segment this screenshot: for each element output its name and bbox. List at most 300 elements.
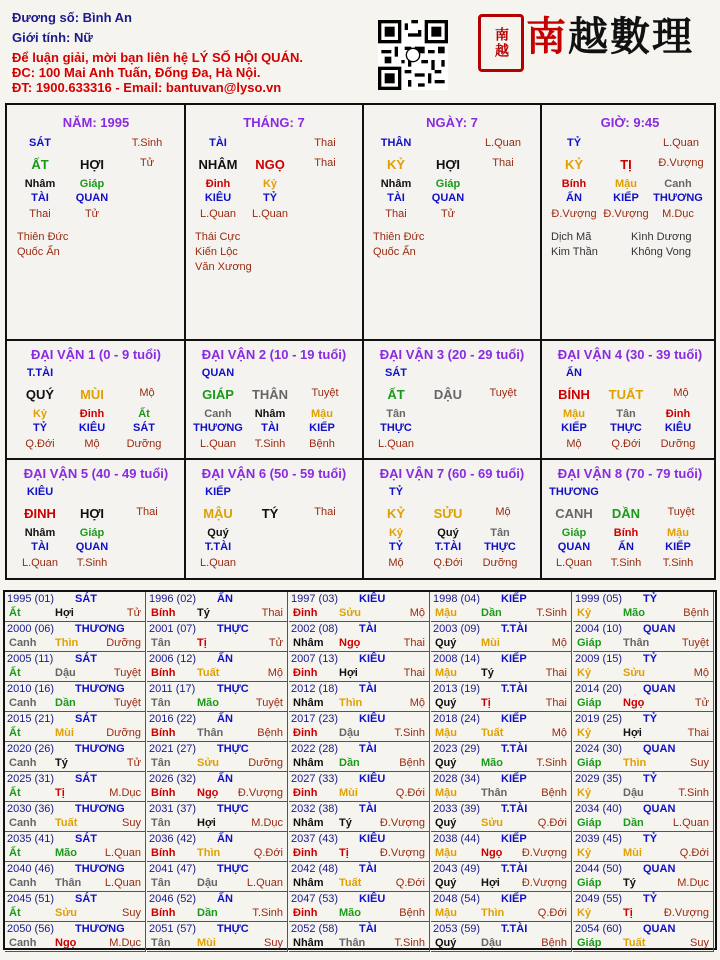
brand-seal: 南越 (478, 14, 524, 72)
year-stem: Quý (435, 697, 457, 709)
address-line: ĐC: 100 Mai Anh Tuấn, Đống Đa, Hà Nội. (12, 65, 261, 80)
year-stem: Canh (9, 697, 37, 709)
year-branch: Mùi (623, 847, 642, 859)
year-stem: Ất (9, 847, 21, 859)
year-stem: Nhâm (293, 877, 324, 889)
year-cell (147, 802, 288, 832)
year-branch: Dậu (623, 787, 644, 799)
hidden-stem: Kỷ (262, 178, 278, 190)
year-branch: Mùi (197, 937, 216, 949)
star-left: Quốc Ấn (17, 246, 60, 258)
year-cell (147, 742, 288, 772)
hidden-stage: L.Quan (199, 208, 237, 220)
year-cell (5, 652, 146, 682)
earthly-branch: SỬU (433, 506, 463, 521)
hidden-god: THỰC (484, 541, 516, 553)
year-stem: Canh (9, 937, 37, 949)
hidden-stem: Canh (204, 408, 232, 420)
year-branch: Thìn (197, 847, 221, 859)
year-label: 1998 (04) (433, 593, 481, 605)
year-branch: Hợi (55, 607, 74, 619)
year-cell (147, 652, 288, 682)
year-cell (5, 682, 146, 712)
earthly-branch: DẦN (611, 506, 641, 521)
year-stage: T.Sinh (394, 727, 425, 739)
heavenly-stem: ẤT (31, 157, 49, 172)
year-god: TÀI (359, 743, 377, 755)
hidden-god: KIẾP (665, 541, 691, 553)
heavenly-stem: NHÂM (198, 157, 238, 172)
branch-stage: Tuyệt (489, 387, 517, 399)
year-god: T.TÀI (501, 623, 528, 635)
year-cell (431, 772, 572, 802)
year-branch: Tuất (197, 667, 220, 679)
hidden-god: TỶ (388, 541, 404, 553)
star-left: Quốc Ấn (373, 246, 416, 258)
year-stage: Bệnh (541, 787, 567, 799)
hidden-stem: Giáp (435, 178, 461, 190)
hidden-stage: Thai (385, 208, 407, 220)
year-stem: Tân (151, 877, 171, 889)
year-label: 2004 (10) (575, 623, 623, 635)
year-cell (573, 772, 714, 802)
year-stage: M.Dục (109, 937, 141, 949)
hidden-stem: Quý (207, 527, 229, 539)
year-cell (147, 892, 288, 922)
year-god: ẤN (217, 773, 233, 785)
year-label: 2021 (27) (149, 743, 197, 755)
year-branch: Mùi (55, 727, 74, 739)
year-label: 2017 (23) (291, 713, 339, 725)
ten-god: T.TÀI (26, 367, 54, 379)
year-branch: Tuất (55, 817, 78, 829)
star-left: Thái Cực (195, 231, 241, 243)
year-branch: Thân (623, 637, 650, 649)
year-cell (289, 802, 430, 832)
year-cell (289, 742, 430, 772)
year-branch: Dần (339, 757, 360, 769)
hidden-stem: Mậu (563, 408, 585, 420)
year-branch: Tý (55, 757, 68, 769)
year-label: 2033 (39) (433, 803, 481, 815)
year-stage: Tuyệt (681, 637, 709, 649)
year-label: 2046 (52) (149, 893, 197, 905)
heavenly-stem: ĐINH (24, 506, 56, 521)
hidden-stem: Mậu (667, 527, 689, 539)
year-cell (573, 922, 714, 952)
year-stage: Mộ (693, 667, 709, 679)
year-god: TÀI (359, 863, 377, 875)
year-stem: Đinh (293, 727, 318, 739)
pillar-cell (363, 105, 541, 337)
year-label: 2036 (42) (149, 833, 197, 845)
year-label: 2048 (54) (433, 893, 481, 905)
year-branch: Hợi (339, 667, 358, 679)
hidden-stage: Tử (440, 208, 456, 220)
year-stage: Tuyệt (255, 697, 283, 709)
year-stage: Bệnh (257, 727, 283, 739)
year-label: 2038 (44) (433, 833, 481, 845)
branch-stage: Mộ (673, 387, 689, 399)
year-god: THỰC (217, 743, 249, 755)
hidden-stem: Tân (490, 527, 510, 539)
hidden-stage: Q.Đới (611, 438, 641, 450)
year-branch: Mão (623, 607, 645, 619)
earthly-branch: NGỌ (255, 157, 285, 172)
year-label: 2028 (34) (433, 773, 481, 785)
year-label: 1997 (03) (291, 593, 339, 605)
year-cell (5, 712, 146, 742)
year-branch: Tuất (623, 937, 646, 949)
year-stem: Nhâm (293, 757, 324, 769)
year-god: KIẾP (501, 833, 527, 845)
year-stage: Dưỡng (248, 757, 283, 769)
year-stage: Bệnh (683, 607, 709, 619)
year-branch: Dậu (481, 937, 502, 949)
top-stage: T.Sinh (131, 137, 163, 149)
year-stem: Nhâm (293, 697, 324, 709)
dai-van-title: ĐẠI VẬN 5 (40 - 49 tuổi) (23, 466, 169, 481)
hidden-stem: Quý (437, 527, 459, 539)
brand-char: 越 (568, 13, 610, 60)
year-stem: Ất (9, 667, 21, 679)
dai-van-title: ĐẠI VẬN 1 (0 - 9 tuổi) (30, 347, 161, 362)
hidden-god: TÀI (387, 192, 405, 204)
year-stem: Nhâm (293, 937, 324, 949)
year-label: 2053 (59) (433, 923, 481, 935)
brand-char: 數 (610, 13, 652, 60)
earthly-branch: MÙI (80, 387, 104, 402)
hidden-stem: Đinh (665, 408, 691, 420)
hidden-god: KIẾP (309, 422, 335, 434)
hidden-stage: Dưỡng (126, 438, 162, 450)
year-god: THƯƠNG (75, 683, 125, 695)
year-stem: Mậu (435, 727, 457, 739)
star-left: Thiên Đức (17, 231, 69, 243)
ten-god: THÂN (380, 137, 412, 149)
year-stem: Bính (151, 847, 176, 859)
year-stem: Đinh (293, 667, 318, 679)
year-stem: Tân (151, 757, 171, 769)
year-branch: Hợi (197, 817, 216, 829)
year-branch: Sửu (197, 757, 220, 769)
dai-van-cell (7, 460, 185, 578)
year-cell (5, 742, 146, 772)
year-god: THƯƠNG (75, 863, 125, 875)
year-stem: Tân (151, 817, 171, 829)
year-stage: Thai (261, 607, 283, 619)
year-cell (289, 592, 430, 622)
hidden-stage: Dưỡng (482, 557, 518, 569)
year-stage: Tuyệt (113, 667, 141, 679)
branch-stage: Thai (314, 157, 336, 169)
year-god: KIÊU (359, 713, 386, 725)
year-god: QUAN (643, 683, 676, 695)
year-stage: Đ.Vượng (379, 817, 425, 829)
year-branch: Ngọ (339, 637, 361, 649)
year-label: 2002 (08) (291, 623, 339, 635)
hidden-stem: Nhâm (254, 408, 286, 420)
ten-god: KIẾP (205, 486, 231, 498)
year-stem: Canh (9, 757, 37, 769)
year-label: 2019 (25) (575, 713, 623, 725)
year-label: 2040 (46) (7, 863, 55, 875)
year-god: TỶ (643, 773, 658, 785)
year-label: 2049 (55) (575, 893, 623, 905)
heavenly-stem: CANH (555, 506, 593, 521)
year-stem: Giáp (577, 937, 602, 949)
year-god: T.TÀI (501, 683, 528, 695)
year-god: T.TÀI (501, 923, 528, 935)
brand-char: 南 (526, 13, 568, 60)
year-cell (573, 592, 714, 622)
year-stem: Kỷ (577, 607, 592, 619)
year-god: THƯƠNG (75, 623, 125, 635)
year-stage: Q.Đới (395, 787, 425, 799)
year-stem: Ất (9, 907, 21, 919)
dai-van-cell (541, 460, 719, 578)
year-branch: Thìn (55, 637, 79, 649)
year-cell (431, 712, 572, 742)
year-stage: L.Quan (672, 817, 709, 829)
year-god: T.TÀI (501, 803, 528, 815)
year-god: TỶ (643, 833, 658, 845)
year-god: SÁT (75, 893, 97, 905)
year-stem: Bính (151, 607, 176, 619)
ten-god: KIÊU (26, 486, 54, 498)
dai-van-title: ĐẠI VẬN 3 (20 - 29 tuổi) (379, 347, 525, 362)
year-cell (289, 772, 430, 802)
branch-stage: Thai (136, 506, 158, 518)
branch-stage: Mộ (495, 506, 511, 518)
year-branch: Tý (197, 607, 210, 619)
dai-van-title: ĐẠI VẬN 8 (70 - 79 tuổi) (557, 466, 703, 481)
earthly-branch: HỢI (79, 506, 105, 521)
ten-god: TỶ (388, 486, 404, 498)
hidden-stem: Tân (616, 408, 636, 420)
hidden-stage: L.Quan (377, 438, 415, 450)
hidden-stage: M.Dục (662, 208, 694, 220)
year-god: KIẾP (501, 593, 527, 605)
year-stage: Suy (690, 757, 709, 769)
year-cell (5, 772, 146, 802)
year-label: 2012 (18) (291, 683, 339, 695)
year-label: 2023 (29) (433, 743, 481, 755)
year-stage: Q.Đới (253, 847, 283, 859)
year-label: 2011 (17) (149, 683, 196, 695)
year-stem: Mậu (435, 787, 457, 799)
year-branch: Mão (197, 697, 219, 709)
year-god: TỶ (643, 713, 658, 725)
hidden-stem: Bính (613, 527, 639, 539)
year-stage: Bệnh (399, 907, 425, 919)
dai-van-title: ĐẠI VẬN 4 (30 - 39 tuổi) (557, 347, 703, 362)
hidden-stage: Mộ (388, 557, 404, 569)
year-stem: Kỷ (577, 847, 592, 859)
year-stage: Tử (694, 697, 709, 709)
year-cell (431, 802, 572, 832)
heavenly-stem: GIÁP (202, 387, 234, 402)
hidden-stem: Đinh (205, 178, 231, 190)
year-label: 2006 (12) (149, 653, 197, 665)
hidden-stem: Mậu (615, 178, 637, 190)
year-stem: Mậu (435, 907, 457, 919)
year-stage: Thai (403, 667, 425, 679)
year-stem: Quý (435, 757, 457, 769)
year-stem: Quý (435, 937, 457, 949)
hidden-stem: Giáp (79, 178, 105, 190)
year-label: 2014 (20) (575, 683, 623, 695)
year-stage: Mộ (409, 697, 425, 709)
qr-code (378, 20, 448, 90)
year-god: KIẾP (501, 773, 527, 785)
hidden-stem: Giáp (79, 527, 105, 539)
hidden-stage: L.Quan (21, 557, 59, 569)
year-stage: Đ.Vượng (379, 847, 425, 859)
hidden-god: KIẾP (561, 422, 587, 434)
year-cell (431, 862, 572, 892)
year-label: 2042 (48) (291, 863, 339, 875)
year-cell (5, 622, 146, 652)
year-god: ẤN (217, 893, 233, 905)
year-label: 2000 (06) (7, 623, 55, 635)
year-stage: Tuyệt (113, 697, 141, 709)
year-branch: Tý (481, 667, 494, 679)
year-label: 2030 (36) (7, 803, 55, 815)
year-label: 2008 (14) (433, 653, 481, 665)
year-branch: Tị (197, 637, 207, 649)
hidden-god: ẤN (618, 541, 634, 553)
year-stem: Ất (9, 787, 21, 799)
year-stage: T.Sinh (678, 787, 709, 799)
star-right: Không Vong (631, 246, 691, 258)
star-left: Kim Thần (551, 246, 598, 258)
year-cell (431, 592, 572, 622)
earthly-branch: THÂN (251, 387, 289, 402)
hidden-god: T.TÀI (204, 541, 232, 553)
year-stem: Đinh (293, 607, 318, 619)
hidden-god: THỰC (610, 422, 642, 434)
hidden-stage: Mộ (566, 438, 582, 450)
hidden-stage: T.Sinh (76, 557, 108, 569)
dai-van-cell (363, 341, 541, 459)
year-god: KIÊU (359, 773, 386, 785)
year-cell (573, 652, 714, 682)
hidden-stem: Đinh (79, 408, 105, 420)
year-god: TÀI (359, 623, 377, 635)
hidden-god: SÁT (133, 422, 155, 434)
year-god: QUAN (643, 803, 676, 815)
year-stage: Dưỡng (106, 727, 141, 739)
year-stage: Đ.Vượng (521, 847, 567, 859)
year-cell (147, 592, 288, 622)
year-stem: Nhâm (293, 817, 324, 829)
hidden-stage: T.Sinh (610, 557, 642, 569)
year-stem: Canh (9, 817, 37, 829)
year-stage: T.Sinh (536, 607, 567, 619)
year-cell (573, 682, 714, 712)
year-label: 2016 (22) (149, 713, 197, 725)
year-label: 2010 (16) (7, 683, 55, 695)
hidden-stem: Bính (561, 178, 587, 190)
hidden-stage: L.Quan (199, 438, 237, 450)
year-god: SÁT (75, 593, 97, 605)
year-branch: Mùi (481, 637, 500, 649)
year-god: TỶ (643, 593, 658, 605)
year-stage: Thai (403, 637, 425, 649)
year-cell (431, 622, 572, 652)
year-branch: Dậu (339, 727, 360, 739)
year-god: KIẾP (501, 713, 527, 725)
star-left: Thiên Đức (373, 231, 425, 243)
heavenly-stem: KỶ (564, 157, 584, 172)
star-left: Văn Xương (195, 261, 252, 273)
year-branch: Dần (197, 907, 218, 919)
year-stage: Bệnh (541, 937, 567, 949)
year-stage: T.Sinh (252, 907, 283, 919)
year-stage: Tử (126, 607, 141, 619)
year-branch: Tị (55, 787, 65, 799)
year-god: THỰC (217, 803, 249, 815)
year-branch: Ngọ (55, 937, 77, 949)
year-stage: M.Dục (677, 877, 709, 889)
chart-grid (5, 103, 716, 580)
year-cell (573, 832, 714, 862)
year-god: SÁT (75, 833, 97, 845)
year-cell (147, 862, 288, 892)
year-label: 1999 (05) (575, 593, 623, 605)
year-stem: Bính (151, 667, 176, 679)
year-branch: Mão (339, 907, 361, 919)
year-branch: Hợi (623, 727, 642, 739)
year-branch: Tý (339, 817, 352, 829)
dai-van-title: ĐẠI VẬN 2 (10 - 19 tuổi) (201, 347, 347, 362)
hidden-god: KIÊU (204, 192, 232, 204)
ten-god: ẤN (566, 367, 582, 379)
year-stem: Tân (151, 697, 171, 709)
hidden-god: QUAN (75, 192, 109, 204)
year-label: 2013 (19) (433, 683, 481, 695)
earthly-branch: HỢI (79, 157, 105, 172)
year-god: QUAN (643, 863, 676, 875)
year-label: 2029 (35) (575, 773, 623, 785)
year-stage: Mộ (551, 727, 567, 739)
year-label: 2015 (21) (7, 713, 55, 725)
year-cell (5, 592, 146, 622)
year-stage: Q.Đới (679, 847, 709, 859)
year-stage: Mộ (409, 607, 425, 619)
year-cell (431, 742, 572, 772)
year-stem: Mậu (435, 847, 457, 859)
year-stage: L.Quan (246, 877, 283, 889)
year-label: 2032 (38) (291, 803, 339, 815)
year-god: QUAN (643, 923, 676, 935)
year-cell (431, 832, 572, 862)
branch-stage: Thai (492, 157, 514, 169)
hidden-god: KIÊU (664, 422, 692, 434)
year-cell (289, 892, 430, 922)
earthly-branch: TUẤT (608, 387, 644, 402)
branch-stage: Thai (314, 506, 336, 518)
branch-stage: Mộ (139, 387, 155, 399)
year-label: 2022 (28) (291, 743, 339, 755)
year-stem: Canh (9, 637, 37, 649)
year-label: 2041 (47) (149, 863, 197, 875)
year-branch: Thìn (623, 757, 647, 769)
year-branch: Mão (481, 757, 503, 769)
hidden-god: THỰC (380, 422, 412, 434)
pillar-title: GIỜ: 9:45 (600, 115, 660, 130)
